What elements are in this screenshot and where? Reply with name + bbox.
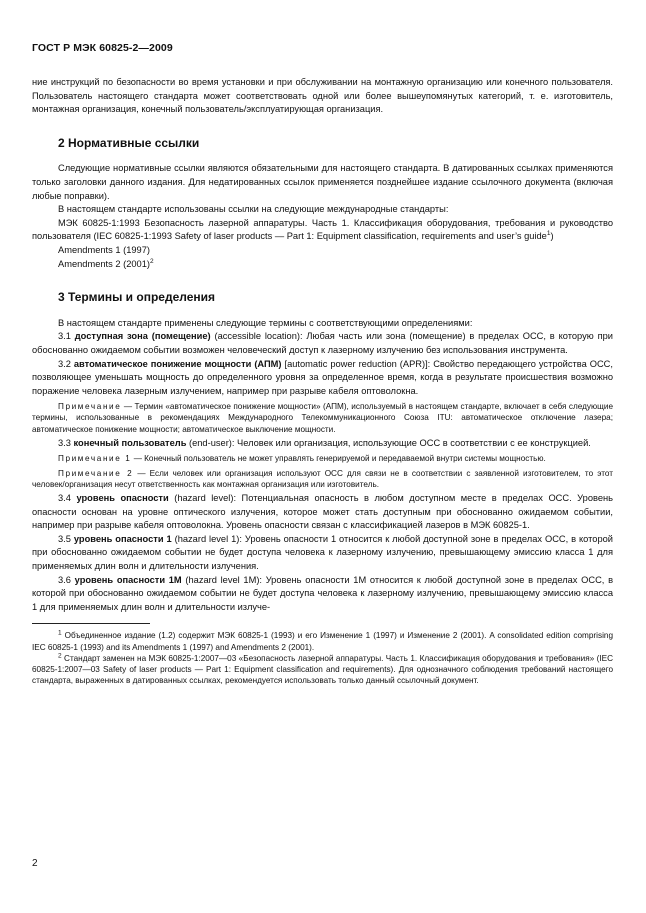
term-definition: (accessible location): Любая часть или зона (помещение) в пределах ОСС, в которую при обоснованно ожидаемом событии возможен человеческий доступ к лазерному излучению без использования инструмента. (32, 331, 613, 355)
term-number: 3.6 (58, 574, 71, 585)
page-number: 2 (32, 858, 38, 869)
term-name: уровень опасности 1 (73, 533, 172, 544)
intro-paragraph: ние инструкций по безопасности во время установки и при обслуживании на монтажную организацию или конечного пользователя. Пользователь настоящего стандарта может соответствовать одной или более вышеупомянутых категорий, т. е. изготовитель, монтажная организация, конечный пользователь/эксплуатирующая организация. (32, 77, 613, 115)
section-3-title: 3 Термины и определения (58, 290, 216, 305)
note-3-2 (32, 401, 613, 435)
note-label: Примечание 2 (58, 468, 134, 478)
note-3-3-2 (32, 468, 613, 490)
document-body (32, 76, 613, 686)
term-3-4 (32, 492, 613, 533)
sec2-amendment-1: Amendments 1 (1997) (58, 244, 150, 255)
term-name: доступная зона (помещение) (74, 331, 211, 342)
sec3-intro: В настоящем стандарте применены следующие термины с соответствующими определениями: (58, 317, 473, 328)
note-label: Примечание 1 (58, 454, 132, 464)
footnote-mark: 1 (58, 629, 62, 637)
footnote-text: Объединенное издание (1.2) содержит МЭК 60825-1 (1993) и его Изменение 1 (1997) и Изменение 2 (2001). A consolidated edition comprising IEC 60825-1 (1993) and its Amendments 1 (1997) and Amendments 2 (2001). (32, 631, 613, 652)
note-label: Примечание (58, 402, 122, 412)
term-3-1 (32, 330, 613, 357)
term-definition: (end-user): Человек или организация, использующие ОСС в соответствии с ее конструкцией. (189, 437, 591, 448)
footnote-ref-2: 2 (149, 257, 154, 265)
reference-close: ) (550, 231, 554, 242)
footnote-1 (32, 630, 613, 652)
term-definition: [automatic power reduction (APR)]: Свойство передающего устройства ОСС, позволяющее уменьшать мощность до определенного уровня за определенное время, когда в результате происшествия возможно поражение человека лазерным излучением, например при разрыве кабеля оптоволокна. (32, 358, 613, 396)
document-header: ГОСТ Р МЭК 60825-2—2009 (32, 42, 173, 54)
note-text: — Если человек или организация используют ОСС для связи не в соответствии с заявленной изготовителем, то этот человек/организация несут ответственность как монтажная организация или изготовитель. (32, 468, 613, 489)
sec2-paragraph-1: Следующие нормативные ссылки являются обязательными для настоящего стандарта. В датированных ссылках применяются только заголовки данного издания. Для недатированных ссылок применяется позднейшее издание ссылочного документа (включая любые поправки). (32, 163, 613, 201)
term-3-6 (32, 574, 613, 615)
term-definition: (hazard level): Потенциальная опасность в любом доступном месте в пределах ОСС. Уровень опасности основан на уровне оптического излучения, которое может стать доступным при обоснованно ожидаемом событии, например при разрыве кабеля оптоволокна. Уровень опасности связан с классификацией лазеров в МЭК 60825-1. (32, 493, 613, 531)
term-number: 3.4 (58, 493, 71, 504)
reference-text: МЭК 60825-1:1993 Безопасность лазерной аппаратуры. Часть 1. Классификация оборудования, требования и руководство пользователя (IEC 60825-1:1993 Safety of laser products — Part 1: Equipment classification, requirements and user’s guide (32, 217, 613, 242)
footnote-2 (32, 653, 613, 687)
footnote-mark: 2 (58, 652, 62, 660)
sec2-amendment-2 (32, 258, 613, 272)
term-3-2 (32, 358, 613, 399)
note-text: — Термин «автоматическое понижение мощности» (АПМ), используемый в настоящем стандарте, включает в себя следующие термины, использованные в рекомендациях Международного Телекоммуникационного Союза ITU: автоматическое отключение лазера; автоматическое понижение мощности; автоматическое выключение мощности. (32, 402, 614, 434)
footnote-ref-1: 1 (546, 230, 551, 238)
term-definition: (hazard level 1M): Уровень опасности 1М относится к любой доступной зоне в пределах ОСС, в которой при обоснованно ожидаемом событии не будет доступа человека к лазерному излучению, превышающему эмиссию класса 1 для применяемых длин волн и длительности излуче- (32, 574, 614, 612)
note-text: — Конечный пользователь не может управлять генерируемой и передаваемой внутри системы мощностью. (133, 454, 546, 464)
sec2-paragraph-2: В настоящем стандарте использованы ссылки на следующие международные стандарты: (58, 204, 449, 215)
term-name: автоматическое понижение мощности (АПМ) (73, 358, 282, 369)
term-number: 3.1 (58, 331, 71, 342)
section-2-title: 2 Нормативные ссылки (58, 135, 200, 150)
term-number: 3.3 (58, 437, 71, 448)
term-definition: (hazard level 1): Уровень опасности 1 относится к любой доступной зоне в пределах ОСС, в которой при обоснованно ожидаемом событии не будет доступа человека к лазерному излучению, превышающему эмиссию класса 1 для применяемых длин волн и длительности излучения. (32, 533, 613, 572)
term-name: уровень опасности (76, 493, 169, 504)
term-number: 3.5 (58, 533, 71, 544)
note-3-3-1 (32, 453, 613, 464)
term-3-3 (32, 437, 613, 451)
term-3-5 (32, 533, 613, 574)
term-name: конечный пользователь (73, 437, 187, 448)
amendment-2-text: Amendments 2 (2001) (58, 258, 150, 269)
term-number: 3.2 (58, 358, 71, 369)
term-name: уровень опасности 1М (74, 574, 182, 585)
footnote-text: Стандарт заменен на МЭК 60825-1:2007—03 «Безопасность лазерной аппаратуры. Часть 1. Классификация оборудования и требования» (IEC 60825-1:2007—03 Safety of laser products — Part 1: Equipment classification and requirements). Для однозначного соблюдения требований настоящего стандарта, выраженных в датированных ссылках, рекомендуется использовать только данный ссылочный документ. (32, 653, 613, 686)
footnote-separator (32, 623, 150, 624)
sec2-reference-iec-60825-1 (32, 217, 613, 244)
